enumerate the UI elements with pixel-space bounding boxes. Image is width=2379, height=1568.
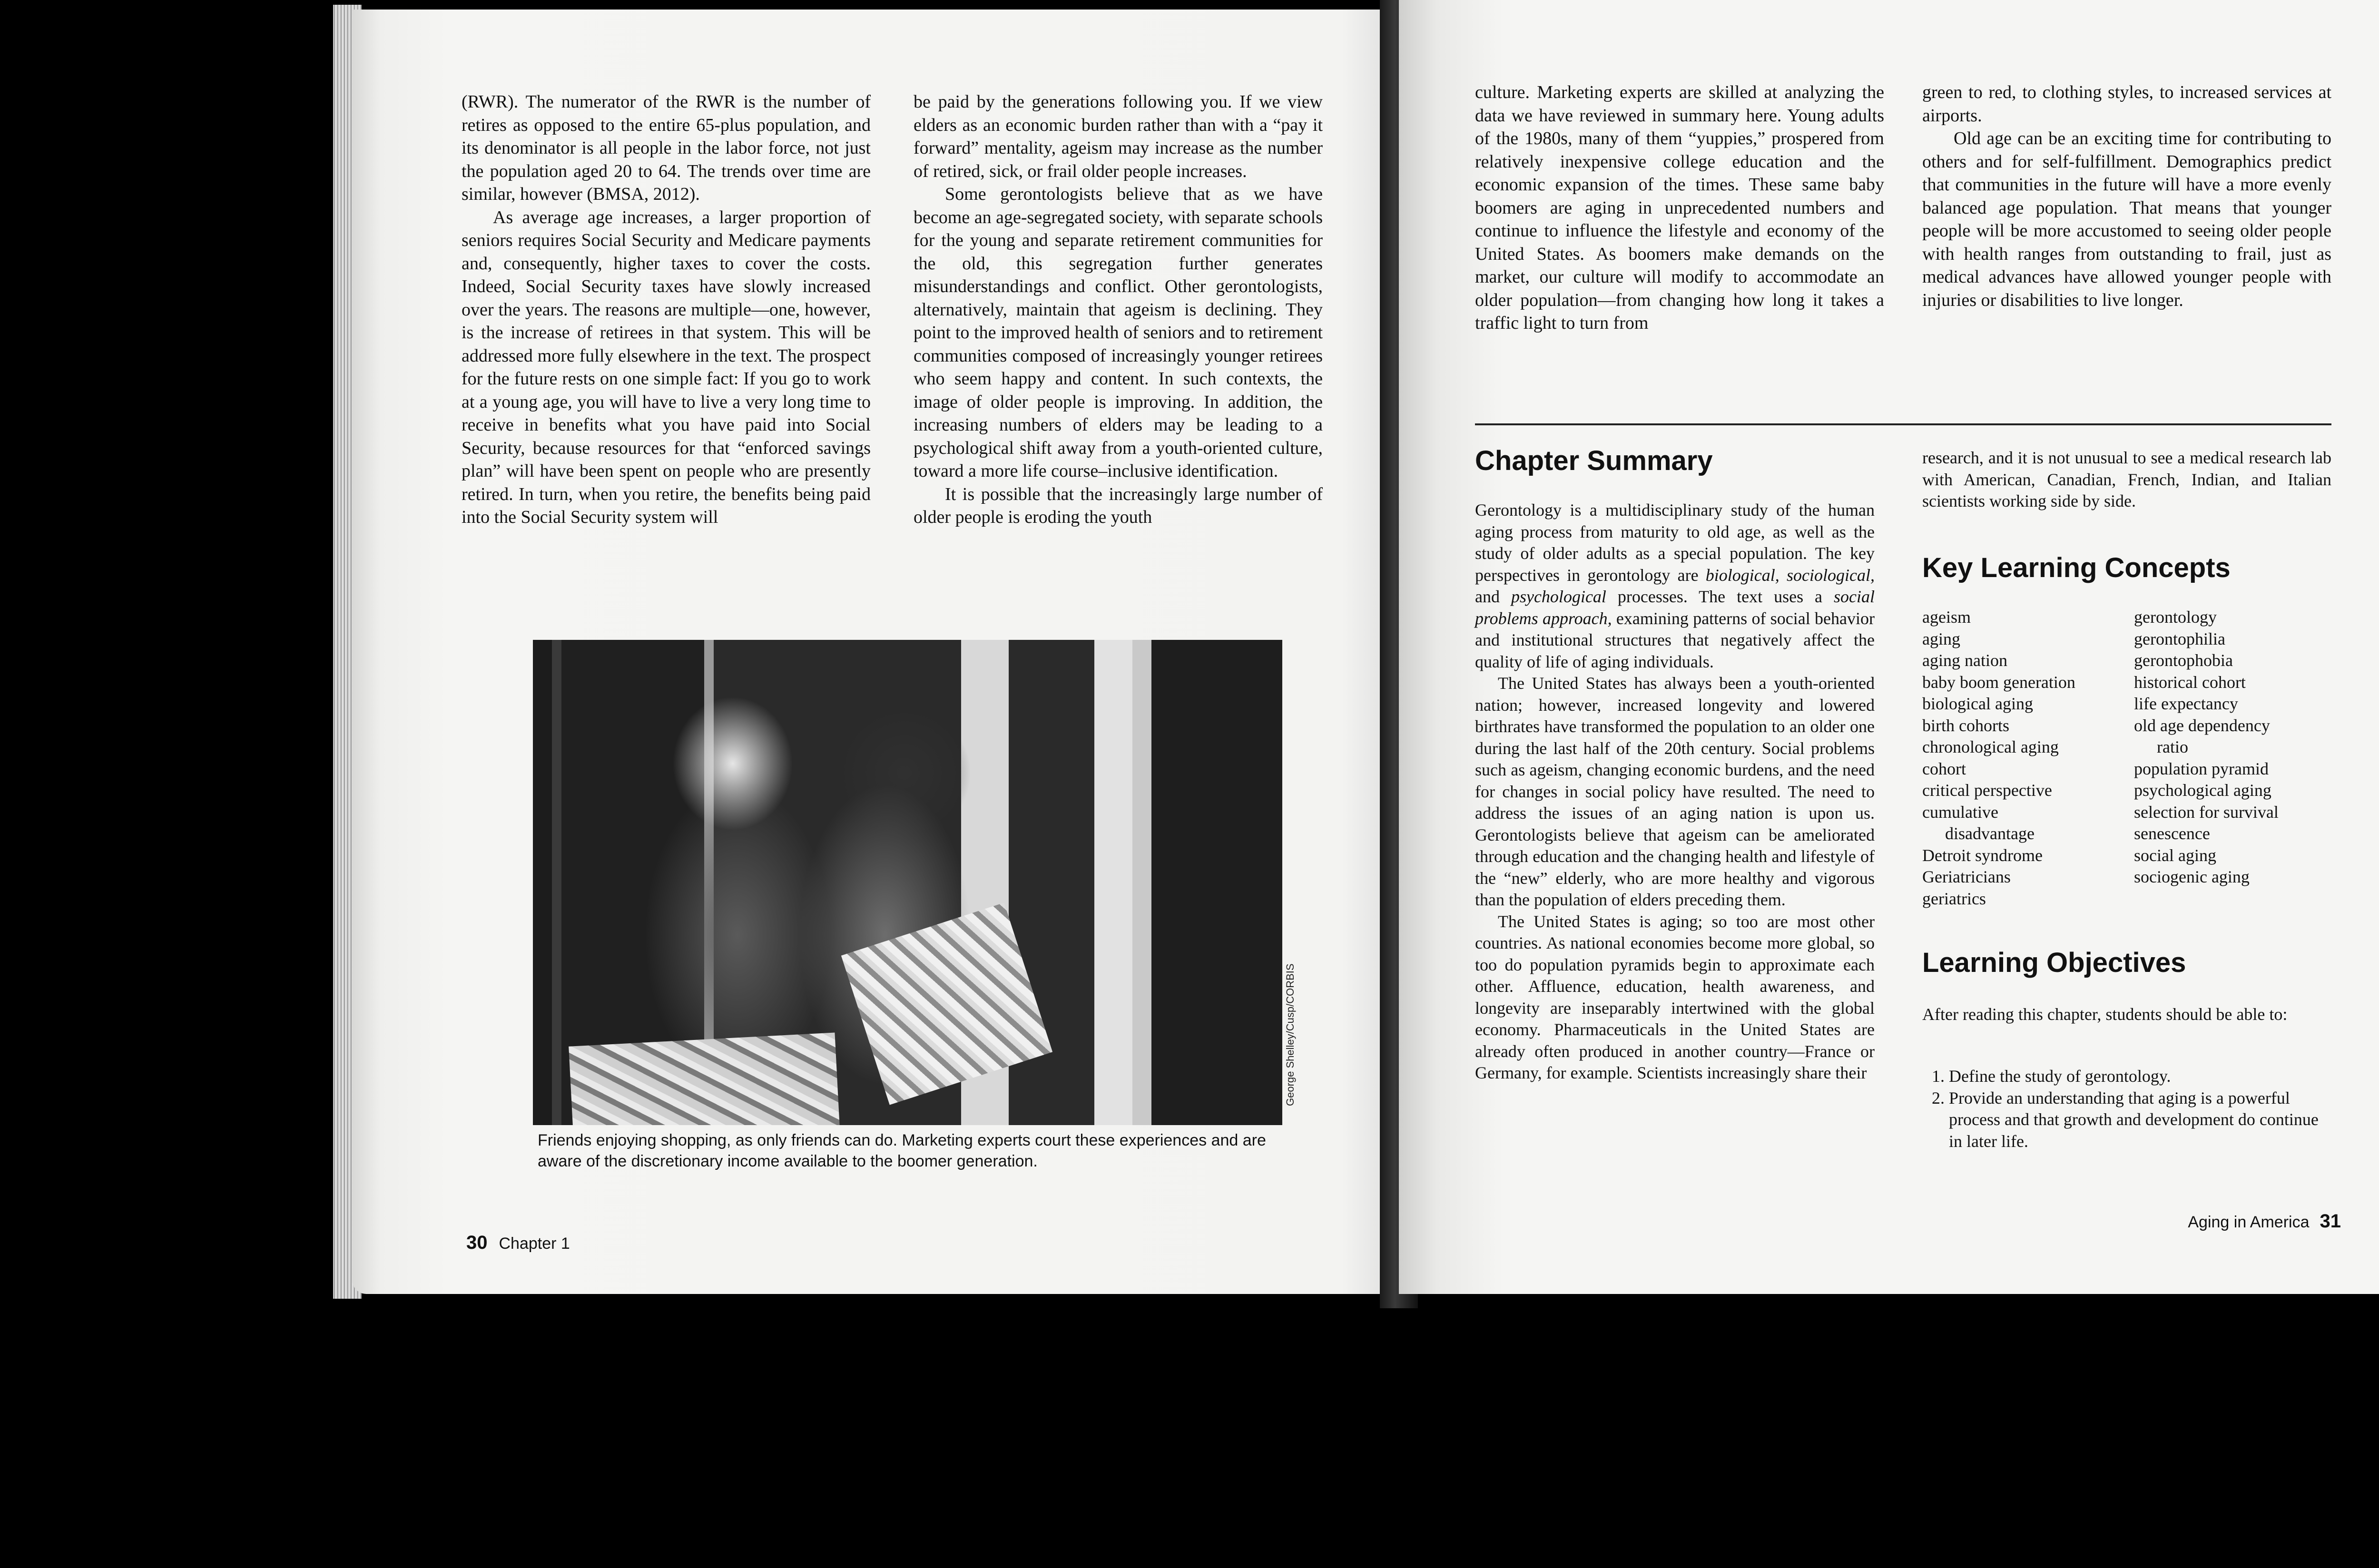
concept-term: aging xyxy=(1922,629,1960,648)
concept-term-continuation: ratio xyxy=(2157,737,2188,756)
concept-term: Geriatricians xyxy=(1922,867,2011,886)
paragraph: research, and it is not unusual to see a medical research lab with American, Canadian, French, Indian, and Italian scientists working side by side. xyxy=(1922,448,2331,510)
paragraph: As average age increases, a larger proportion of seniors requires Social Security and Medicare payments and, consequently, higher taxes to cover the costs. Indeed, Social Security taxes have slowly increased over the years. The reasons are multiple—one, however, is the increase of retirees in that system. This will be addressed more fully elsewhere in the text. The prospect for the future rests on one simple fact: If you go to work at a young age, you will have to live a very long time to receive in benefits what you have paid into Social Security, because resources for that “enforced savings plan” will have been spent on people who are presently retired. In turn, when you retire, the benefits being paid into the Social Security system will xyxy=(462,207,871,527)
concept-term: chronological aging xyxy=(1922,737,2059,756)
concept-term: gerontophobia xyxy=(2134,651,2233,670)
summary-paragraph-2: The United States has always been a youth-oriented nation; however, increased longevity and lowered birthrates have transformed the population to an older one during the last half of the 20th century. Social problems such as ageism, changing economic burdens, and the need for changes in social policy have resulted. The need to address the issues of an aging nation is upon us. Gerontologists believe that ageism can be ameliorated through education and the changing health and lifestyle of the “new” elderly, who are more healthy and vigorous than the population of elders preceding them. xyxy=(1475,674,1875,909)
concept-term: cumulative xyxy=(1922,802,1998,822)
section-divider xyxy=(1475,423,2331,425)
emphasis: psychological xyxy=(1511,587,1606,606)
page-number: 30 xyxy=(466,1232,488,1253)
shopping-bag-right xyxy=(841,902,1052,1105)
emphasis: biological, sociological, xyxy=(1705,565,1875,585)
photo-credit xyxy=(1282,640,1301,1125)
paragraph: It is possible that the increasingly large number of older people is eroding the youth xyxy=(914,484,1323,527)
list-item xyxy=(1922,1066,2331,1088)
paragraph: green to red, to clothing styles, to increased services at airports. xyxy=(1922,82,2331,126)
chapter-summary-continuation xyxy=(1922,447,2331,512)
paragraph: After reading this chapter, students should be able to: xyxy=(1922,1005,2288,1024)
item-text: Provide an understanding that aging is a powerful process and that growth and development do continue in later life. xyxy=(1949,1088,2319,1151)
concept-term: senescence xyxy=(2134,824,2210,843)
photo-door-frame xyxy=(1132,640,1151,1125)
summary-paragraph-3: The United States is aging; so too are most other countries. As national economies become more global, so too do population pyramids begin to approximate each other. Affluence, education, health awareness, and longevity are inseparably intertwined with the global economy. Pharmaceuticals in the United States are already often produced in another country—France or Germany, for example. Scientists increasingly share their xyxy=(1475,911,1875,1082)
concept-term: gerontology xyxy=(2134,608,2217,627)
item-number: 2. xyxy=(1932,1088,1945,1107)
right-page-column-2 xyxy=(1922,81,2331,312)
right-page xyxy=(1399,0,2379,1294)
shopping-friends-photo xyxy=(533,640,1282,1125)
concepts-list-column-2 xyxy=(2134,607,2279,888)
concept-term: biological aging xyxy=(1922,694,2033,713)
concept-term-continuation: disadvantage xyxy=(1945,824,2035,843)
running-footer: Aging in America xyxy=(2188,1213,2310,1231)
page-number: 31 xyxy=(2320,1211,2341,1232)
concept-term: population pyramid xyxy=(2134,759,2269,778)
concept-term: old age dependency xyxy=(2134,715,2270,735)
concept-term: gerontophilia xyxy=(2134,629,2225,648)
concepts-list-column-1 xyxy=(1922,607,2075,910)
paragraph: culture. Marketing experts are skilled at analyzing the data we have reviewed in summary here. Young adults of the 1980s, many of them “yuppies,” prospered from relatively inexpensive college education and the economic expansion of the times. These same baby boomers are aging in unprecedented numbers and continue to influence the lifestyle and economy of the United States. As boomers make demands on the market, our culture will modify to accommodate an older population—from changing how long it takes a traffic light to turn from xyxy=(1475,82,1884,333)
left-page-column-2 xyxy=(914,90,1323,529)
concept-term: life expectancy xyxy=(2134,694,2238,713)
summary-paragraph-1 xyxy=(1475,500,1875,673)
text-run: and xyxy=(1475,587,1511,606)
item-text: Define the study of gerontology. xyxy=(1949,1067,2171,1086)
heading-text: Learning Objectives xyxy=(1922,947,2186,978)
left-page xyxy=(352,10,1408,1294)
concept-term: social aging xyxy=(2134,845,2216,865)
right-page-column-1 xyxy=(1475,81,1884,335)
left-folio xyxy=(466,1232,570,1254)
paragraph: be paid by the generations following you. If we view elders as an economic burden rather than with a “pay it forward” mentality, ageism may increase as the number of retired, sick, or frail older people increases. xyxy=(914,92,1323,181)
paragraph: Old age can be an exciting time for contributing to others and for self-fulfillment. Demographics predict that communities in the future will have a more evenly balanced age population. That means that younger people will be more accustomed to seeing older people with health ranges from outstanding to frail, just as medical advances have allowed younger people with injuries or disabilities to live longer. xyxy=(1922,128,2331,310)
learning-objectives-heading xyxy=(1922,947,2186,979)
concept-term: baby boom generation xyxy=(1922,672,2075,692)
running-footer: Chapter 1 xyxy=(499,1235,570,1253)
concept-term: geriatrics xyxy=(1922,889,1986,908)
concept-term: Detroit syndrome xyxy=(1922,845,2043,865)
right-folio xyxy=(2188,1211,2341,1232)
photo-credit-text: George Shelley/Cusp/CORBIS xyxy=(1284,963,1296,1106)
heading-text: Key Learning Concepts xyxy=(1922,552,2231,583)
concept-term: birth cohorts xyxy=(1922,715,2009,735)
chapter-summary-heading xyxy=(1475,445,1713,477)
concept-term: aging nation xyxy=(1922,651,2007,670)
text-run: processes. The text uses a xyxy=(1606,587,1834,606)
concept-term: sociogenic aging xyxy=(2134,867,2250,886)
concept-term: selection for survival xyxy=(2134,802,2279,822)
learning-objectives-list xyxy=(1922,1066,2331,1152)
left-page-column-1 xyxy=(462,90,871,529)
shopping-bag-left xyxy=(569,1032,840,1125)
item-number: 1. xyxy=(1932,1067,1945,1086)
photo-caption: Friends enjoying shopping, as only friends can do. Marketing experts court these experiences and are aware of the discretionary income available to the boomer generation. xyxy=(538,1131,1266,1170)
chapter-summary-body xyxy=(1475,500,1875,1084)
learning-objectives-intro xyxy=(1922,1004,2331,1026)
concept-term: ageism xyxy=(1922,608,1971,627)
paragraph: (RWR). The numerator of the RWR is the number of retires as opposed to the entire 65-plus population, and its denominator is all people in the labor force, not just the population aged 20 to 64. The trends over time are similar, however (BMSA, 2012). xyxy=(462,92,871,204)
paragraph: Some gerontologists believe that as we have become an age-segregated society, with separate schools for the young and separate retirement communities for the old, this segregation further generates misunderstandings and conflict. Other gerontologists, alternatively, maintain that ageism is declining. They point to the improved health of seniors and to retirement communities composed of increasingly younger retirees who seem happy and content. In such contexts, the image of older people is improving. In addition, the increasing numbers of elders may be leading to a psychological shift away from a youth-oriented culture, toward a more life course–inclusive identification. xyxy=(914,184,1323,481)
text-run: Gerontology is a multidisciplinary study of the human aging process from maturity to old age, as well as the study of older adults as a special population. The key perspectives in gerontology are xyxy=(1475,500,1875,585)
heading-text: Chapter Summary xyxy=(1475,445,1713,476)
text-run: examining patterns of social behavior and institutional structures that negatively affect the quality of life of aging individuals. xyxy=(1475,608,1875,671)
concept-term: historical cohort xyxy=(2134,672,2246,692)
key-learning-concepts-heading xyxy=(1922,552,2231,584)
list-item xyxy=(1922,1088,2331,1153)
emphasis: social problems approach, xyxy=(1475,587,1875,628)
concept-term: psychological aging xyxy=(2134,781,2271,800)
concept-term: cohort xyxy=(1922,759,1966,778)
concept-term: critical perspective xyxy=(1922,781,2052,800)
